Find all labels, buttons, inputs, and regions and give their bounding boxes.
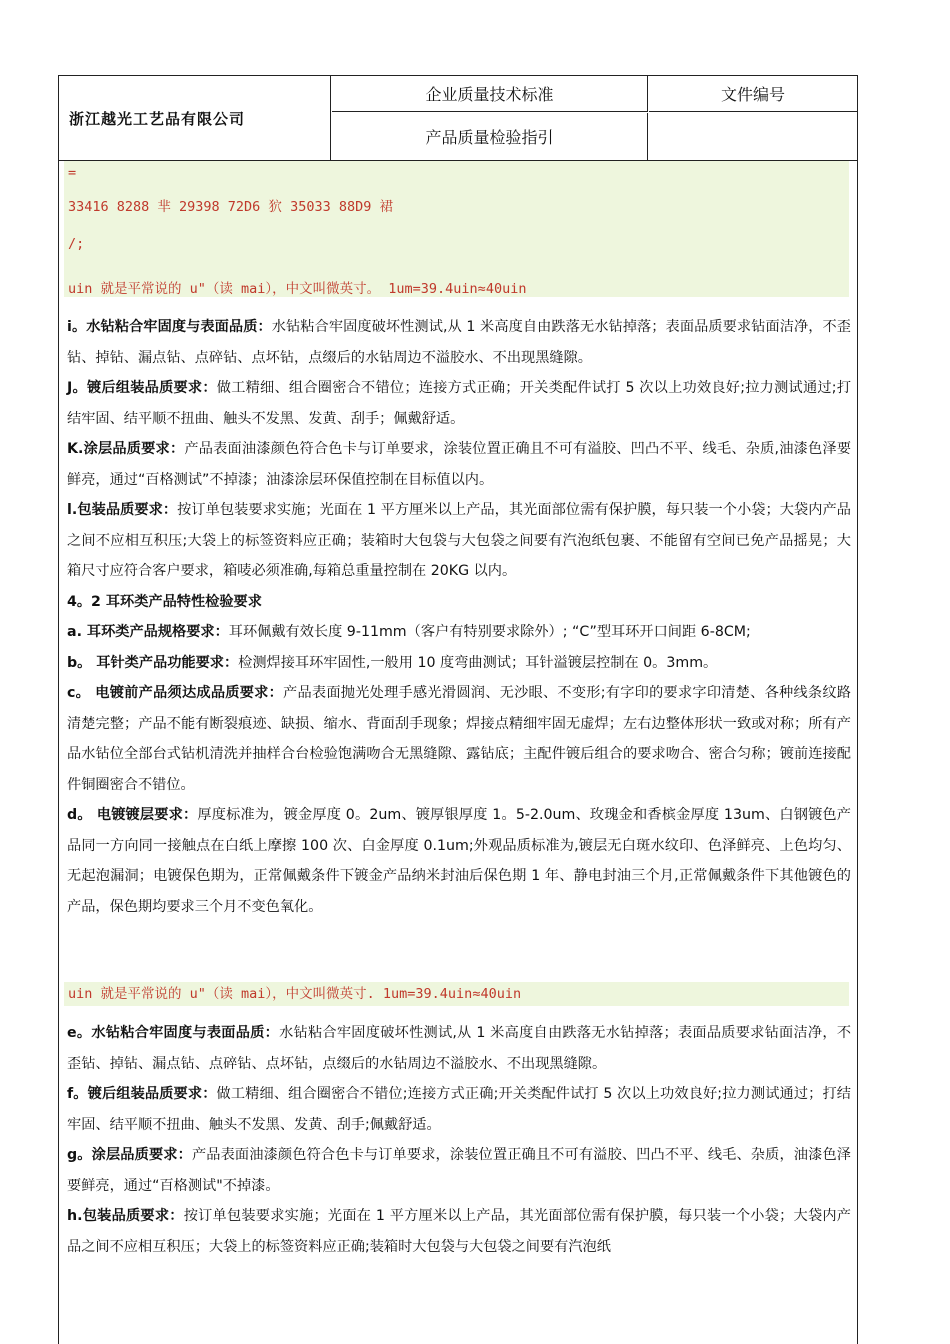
highlight-line-5: uin 就是平常说的 u"（读 mai），中文叫微英寸. 1um=39.4uin≈40uin: [64, 982, 849, 1006]
highlight-block: [64, 161, 849, 297]
paragraph: b。 耳针类产品功能要求：检测焊接耳环牢固性,一般用 10 度弯曲测试；耳针溢镀层控制在 0。3mm。: [67, 654, 718, 671]
paragraph: a. 耳环类产品规格要求：耳环佩戴有效长度 9-11mm（客户有特别要求除外）; “C”型耳环开口间距 6-8CM;: [67, 624, 751, 640]
highlight-line-3: /;: [68, 236, 85, 252]
paragraph: g。涂层品质要求：产品表面油漆颜色符合色卡与订单要求，涂装位置正确且不可有溢胶、凹凸不平、线毛、杂质，油漆色泽要鲜亮，通过“百格测试"不掉漆。: [67, 1147, 851, 1194]
paragraph: l.包装品质要求：按订单包装要求实施；光面在 1 平方厘米以上产品，其光面部位需有保护膜，每只装一个小袋；大袋内产品之间不应相互积压;大袋上的标签资料应正确；装箱时大包袋与大包袋之间要有汽泡纸包裹、不能留有空间已免产品摇晃；大箱尺寸应符合客户要求，箱唛必须准确,每箱总重量控制在 20KG 以内。: [67, 502, 851, 579]
section-items-1: [67, 312, 851, 922]
paragraph: f。镀后组装品质要求：做工精细、组合圈密合不错位;连接方式正确;开关类配件试打 5 次以上功效良好;拉力测试通过；打结牢固、结平顺不扭曲、触头不发黑、发黄、刮手;佩戴舒适。: [67, 1086, 851, 1133]
company-name: 浙江越光工艺品有限公司: [59, 76, 331, 160]
paragraph: c。 电镀前产品须达成品质要求：产品表面抛光处理手感光滑圆润、无沙眼、不变形;有字印的要求字印清楚、各种线条纹路清楚完整；产品不能有断裂痕迹、缺损、缩水、背面刮手现象；焊接点精细牢固无虚焊；左右边整体形状一致或对称；所有产品水钻位全部台式钻机清洗并抽样合台检验饱满吻合无黑缝隙、露钻底；主配件镀后组合的要求吻合、密合匀称；镀前连接配件铜圈密合不错位。: [67, 685, 851, 793]
section-heading: 4。2 耳环类产品特性检验要求: [67, 593, 262, 610]
section-items-3: [67, 1018, 851, 1262]
file-number-value: [649, 113, 857, 160]
paragraph: K.涂层品质要求：产品表面油漆颜色符合色卡与订单要求，涂装位置正确且不可有溢胶、凹凸不平、线毛、杂质,油漆色泽要鲜亮，通过“百格测试”不掉漆；油漆涂层环保值控制在目标值以内。: [67, 441, 852, 488]
paragraph: J。镀后组装品质要求：做工精细、组合圈密合不错位；连接方式正确；开关类配件试打 5 次以上功效良好;拉力测试通过;打结牢固、结平顺不扭曲、触头不发黑、发黄、刮手；佩戴舒适。: [67, 380, 852, 427]
standard-title: 企业质量技术标准: [332, 76, 648, 112]
paragraph: i。水钻粘合牢固度与表面品质：水钻粘合牢固度破坏性测试,从 1 米高度自由跌落无水钻掉落；表面品质要求钻面洁净，不歪钻、掉钻、漏点钻、点碎钻、点坏钻，点缀后的水钻周边不溢胶水、不出现黑缝隙。: [67, 319, 851, 366]
paragraph: e。水钻粘合牢固度与表面品质：水钻粘合牢固度破坏性测试,从 1 米高度自由跌落无水钻掉落；表面品质要求钻面洁净，不歪钻、掉钻、漏点钻、点碎钻、点坏钻，点缀后的水钻周边不溢胶水、不出现黑缝隙。: [67, 1025, 852, 1072]
file-number-label: 文件编号: [649, 76, 857, 112]
highlight-line-1: =: [68, 165, 77, 181]
highlight-line-2: 33416 8288 芈 29398 72D6 狖 35033 88D9 裙: [68, 199, 393, 215]
highlight-line-4: uin 就是平常说的 u"（读 mai），中文叫微英寸。 1um=39.4uin≈40uin: [68, 281, 527, 297]
document-page: [58, 75, 858, 1344]
paragraph: h.包装品质要求：按订单包装要求实施；光面在 1 平方厘米以上产品，其光面部位需有保护膜，每只装一个小袋；大袋内产品之间不应相互积压；大袋上的标签资料应正确;装箱时大包袋与大包袋之间要有汽泡纸: [67, 1208, 851, 1255]
header-table: [59, 76, 857, 161]
paragraph: d。 电镀镀层要求：厚度标准为，镀金厚度 0。2um、镀厚银厚度 1。5-2.0um、玫瑰金和香槟金厚度 13um、白钢镀色产品同一方向同一接触点在白纸上摩擦 100 次、白金厚度 0.1um;外观品质标准为,镀层无白斑水纹印、色泽鲜亮、上色均匀、无起泡漏洞；电镀保色期为，正常佩戴条件下镀金产品纳米封油后保色期 1 年、静电封油三个月,正常佩戴条件下其他镀色的产品，保色期均要求三个月不变色氧化。: [67, 807, 851, 915]
guide-title: 产品质量检验指引: [332, 113, 648, 160]
